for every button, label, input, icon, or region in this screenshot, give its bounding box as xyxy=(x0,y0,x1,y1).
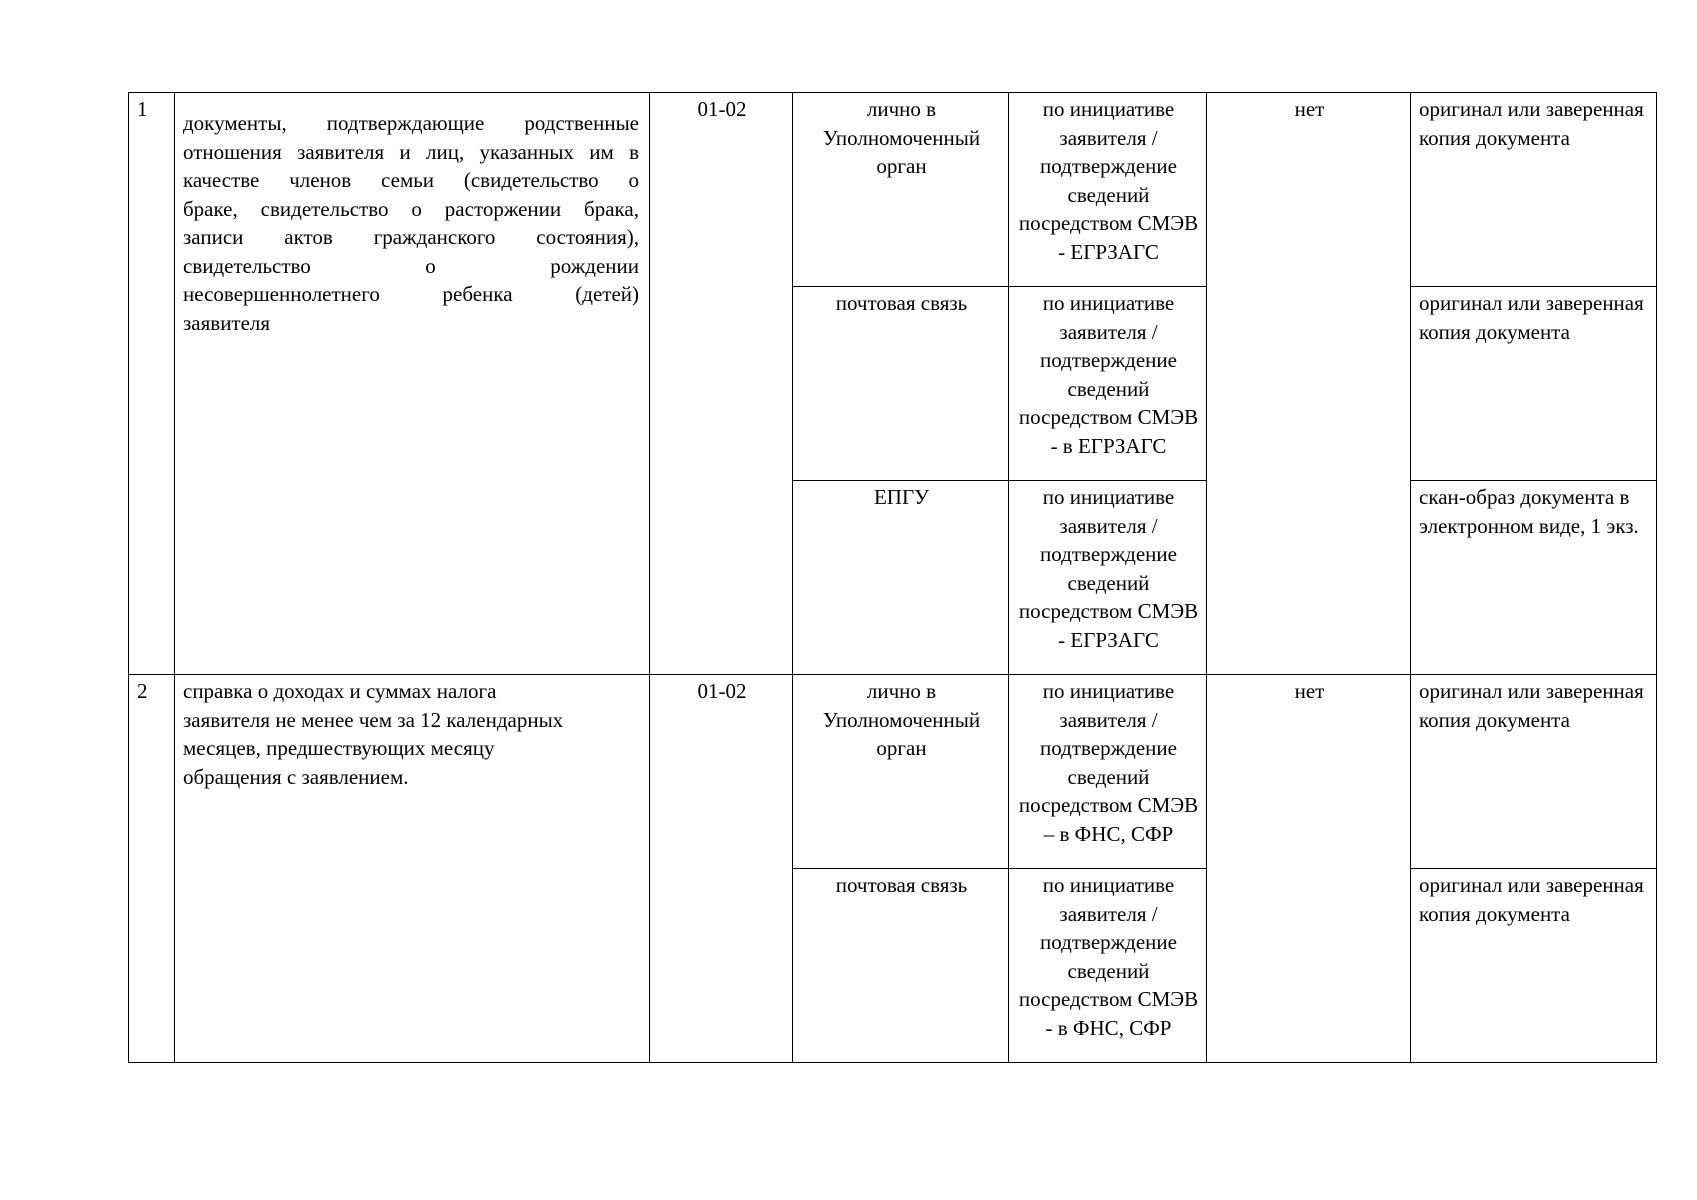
document-description: документы, подтверждающие родственные отношения заявителя и лиц, указанных им в качестве членов семьи (свидетельство о браке, свидетельство о расторжении брака, записи актов гражданского состояния), свидетельство о рождении несовершеннолетнего ребенка (детей) заявителя xyxy=(175,93,650,675)
document-form: оригинал или заверенная копия документа xyxy=(1411,675,1657,869)
table-row xyxy=(129,675,1657,869)
initiative-note: по инициативе заявителя /подтверждение сведений посредством СМЭВ - в ЕГРЗАГС xyxy=(1009,287,1207,481)
initiative-note: по инициативе заявителя /подтверждение сведений посредством СМЭВ - в ФНС, СФР xyxy=(1009,869,1207,1063)
document-code: 01-02 xyxy=(650,93,793,675)
submission-method: почтовая связь xyxy=(793,287,1009,481)
submission-method: почтовая связь xyxy=(793,869,1009,1063)
document-table xyxy=(128,92,1657,1063)
document-form: оригинал или заверенная копия документа xyxy=(1411,287,1657,481)
initiative-note: по инициативе заявителя /подтверждение сведений посредством СМЭВ – в ФНС, СФР xyxy=(1009,675,1207,869)
document-form: оригинал или заверенная копия документа xyxy=(1411,869,1657,1063)
document-form: оригинал или заверенная копия документа xyxy=(1411,93,1657,287)
initiative-note: по инициативе заявителя /подтверждение сведений посредством СМЭВ - ЕГРЗАГС xyxy=(1009,481,1207,675)
row-number: 2 xyxy=(129,675,175,1063)
additional-requirement: нет xyxy=(1207,93,1411,675)
initiative-note: по инициативе заявителя /подтверждение сведений посредством СМЭВ - ЕГРЗАГС xyxy=(1009,93,1207,287)
document-description: справка о доходах и суммах налога заявителя не менее чем за 12 календарных месяцев, предшествующих месяцу обращения с заявлением. xyxy=(175,675,650,1063)
document-form: скан-образ документа в электронном виде, 1 экз. xyxy=(1411,481,1657,675)
table-row xyxy=(129,93,1657,287)
submission-method: ЕПГУ xyxy=(793,481,1009,675)
row-number: 1 xyxy=(129,93,175,675)
document-code: 01-02 xyxy=(650,675,793,1063)
submission-method: лично в Уполномоченный орган xyxy=(793,93,1009,287)
submission-method: лично в Уполномоченный орган xyxy=(793,675,1009,869)
additional-requirement: нет xyxy=(1207,675,1411,1063)
